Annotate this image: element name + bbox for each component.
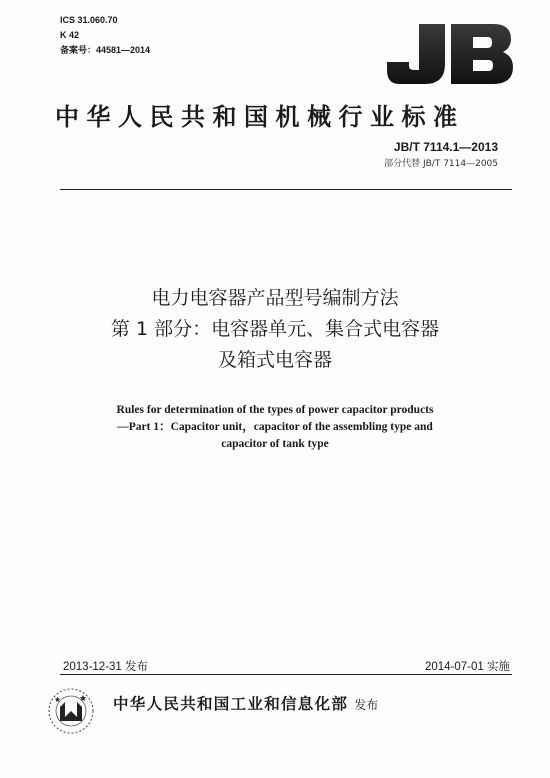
issuer-action: 发布 [354,698,379,712]
issuing-authority [113,692,378,714]
standard-number: JB/T 7114.1—2013 [393,140,498,154]
chinese-title-line-1: 电力电容器产品型号编制方法 [151,287,399,309]
chinese-title [0,283,550,376]
category-code: K 42 [60,30,80,40]
implementation-date: 2014-07-01 实施 [424,661,510,673]
jb-logo [385,20,515,88]
english-title-line-3: capacitor of tank type [221,438,329,450]
standard-code-block [384,140,498,169]
english-title-line-1: Rules for determination of the types of power capacitor products [116,404,434,416]
standard-metadata [60,13,150,58]
replaces-note: 部分代替 JB/T 7114—2005 [384,159,498,169]
header-divider [60,189,512,190]
issue-date: 2013-12-31 发布 [63,661,149,673]
english-title [0,402,550,453]
chinese-title-line-3: 及箱式电容器 [217,349,332,371]
chinese-title-line-2: 第 1 部分：电容器单元、集合式电容器 [110,318,440,340]
standard-type-title: 中华人民共和国机械行业标准 [55,103,465,131]
english-title-line-2: —Part 1：Capacitor unit，capacitor of the assembling type and [117,421,433,433]
record-number: 备案号：44581—2014 [60,45,151,55]
issuer-name: 中华人民共和国工业和信息化部 [113,695,349,713]
footer-divider [60,674,512,675]
ministry-emblem-icon [47,687,95,735]
ics-code: ICS 31.060.70 [60,15,118,25]
